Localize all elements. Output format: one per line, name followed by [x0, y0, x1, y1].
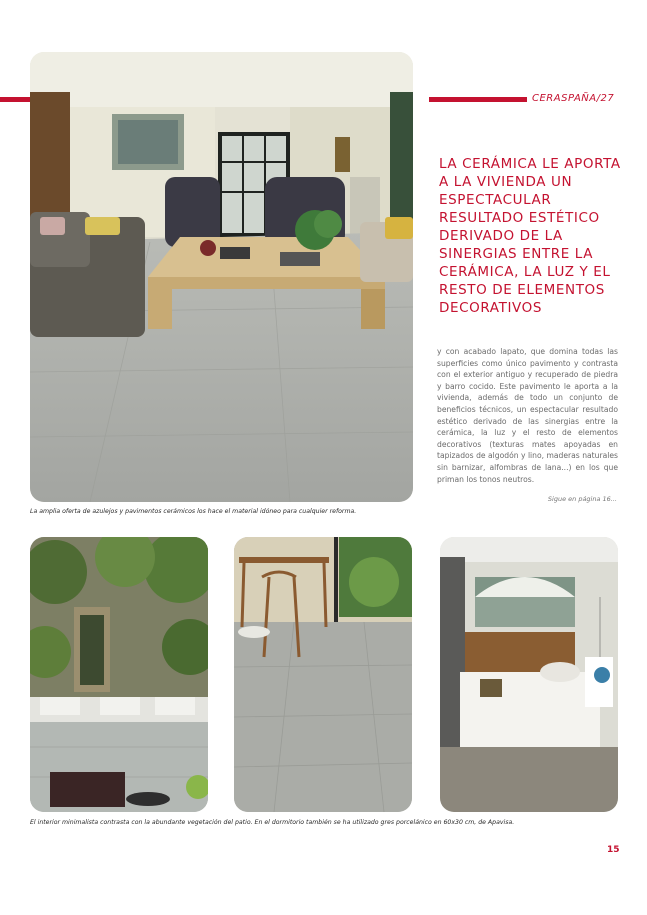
page-number: 15 [607, 845, 620, 855]
bedroom-photo [440, 537, 618, 812]
article-body: y con acabado lapato, que domina todas las superficies como único pavimento y contrasta con el exterior antiguo y recuperado de piedra y barro cocido. Este pavimento le aporta a la vivienda, además de todo un conjunto de beneficios técnicos, un espectacular resultado estético derivado de las sinergias entre la cerámica, la luz y el resto de elementos decorativos (texturas mates apoyadas en tapizados de algodón y lino, maderas naturales sin barnizar, alfombras de lana...) en los que priman los tonos neutros. [437, 347, 618, 484]
dining-photo [234, 537, 412, 812]
article-headline: LA CERÁMICA LE APORTA A LA VIVIENDA UN ESPECTACULAR RESULTADO ESTÉTICO DERIVADO DE LA SINERGIAS ENTRE LA CERÁMICA, LA LUZ Y EL RESTO DE ELEMENTOS DECORATIVOS [439, 156, 621, 316]
main-photo-caption: La amplia oferta de azulejos y pavimentos cerámicos los hace el material idóneo para cualquier reforma. [30, 508, 357, 515]
continued-note: Sigue en página 16... [547, 495, 617, 503]
living-room-photo [30, 52, 413, 502]
patio-photo [30, 537, 208, 812]
bottom-photos-caption: El interior minimalista contrasta con la abundante vegetación del patio. En el dormitorio también se ha utilizado gres porcelánico en 60x30 cm, de Apavisa. [30, 819, 515, 826]
right-red-rule [429, 97, 527, 102]
left-red-rule [0, 97, 30, 102]
section-label: CERASPAÑA/27 [532, 93, 615, 104]
